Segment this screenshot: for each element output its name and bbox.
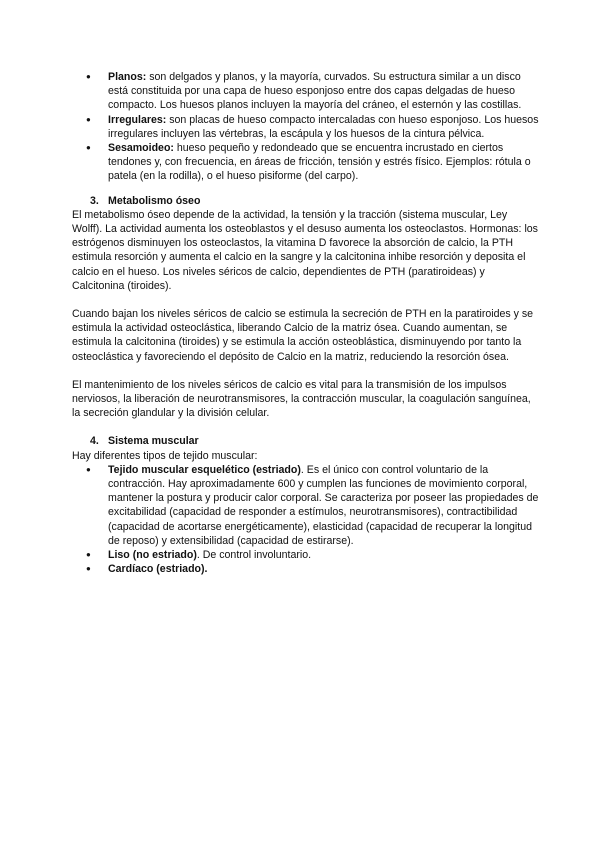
term-planos: Planos: <box>108 71 147 83</box>
paragraph: El metabolismo óseo depende de la actividad, la tensión y la tracción (sistema muscular, Ley Wolff). La actividad aumenta los osteoblastos y el desuso aumenta los osteoclastos. Hormonas: los estrógenos disminuyen los osteoclastos, la vitamina D favorece la absorción de calcio, la PTH estimula resorción y aumenta el calcio en la sangre y la calcitonina inhibe resorción y deposita el calcio en el hueso. Los niveles séricos de calcio, dependientes de PTH (paratiroideas) y Calcitonina (tiroides). <box>72 208 538 292</box>
section-heading-muscular <box>90 434 540 448</box>
desc-esqueletico: . Es el único con control voluntario de la contracción. Hay aproximadamente 600 y cumplen las funciones de movimiento corporal, mantener la postura y producir calor corporal. Se caracteriza por poseer las propiedades de excitabilidad (capacidad de responder a estímulos, neurotransmisores), contractibilidad (capacidad de acortarse energéticamente), elasticidad (capacidad de recuperar la longitud de reposo) y extensibilidad (capacidad de estirarse). <box>108 463 539 547</box>
desc-liso: . De control involuntario. <box>196 549 312 562</box>
list-item-liso <box>108 548 540 562</box>
section-number: 4. <box>90 435 99 448</box>
section-title: Metabolismo óseo <box>108 194 201 207</box>
desc-planos: son delgados y planos, y la mayoría, curvados. Su estructura similar a un disco está constituida por una capa de hueso esponjoso entre dos capas delgadas de hueso compacto. Los huesos planos incluyen la mayoría del cráneo, el esternón y las costillas. <box>108 71 522 112</box>
term-irregulares: Irregulares: <box>108 113 167 126</box>
desc-sesamoideo: hueso pequeño y redondeado que se encuentra incrustado en ciertos tendones y, con frecuencia, en áreas de fricción, tensión y estrés físico. Ejemplos: rótula o patela (en la rodilla), o el hueso pisiforme (del carpo). <box>108 142 531 183</box>
list-item-sesamoideo <box>108 141 540 184</box>
list-item-esqueletico <box>108 463 540 548</box>
term-sesamoideo: Sesamoideo: <box>108 142 174 155</box>
section-intro: Hay diferentes tipos de tejido muscular: <box>72 449 258 462</box>
list-item-irregulares <box>108 113 540 141</box>
desc-irregulares: son placas de hueso compacto intercaladas con hueso esponjoso. Los huesos irregulares incluyen las vértebras, la escápula y los huesos de la cintura pélvica. <box>108 113 539 140</box>
muscle-types-list <box>72 463 540 577</box>
section-title: Sistema muscular <box>108 435 199 448</box>
section-heading-metabolismo <box>90 194 540 208</box>
list-item-planos <box>108 70 540 113</box>
term-cardiaco: Cardíaco (estriado). <box>108 563 208 576</box>
term-esqueletico: Tejido muscular esquelético (estriado) <box>108 463 301 476</box>
paragraph: Cuando bajan los niveles séricos de calcio se estimula la secreción de PTH en la paratiroides y se estimula la actividad osteoclástica, liberando Calcio de la matriz ósea. Cuando aumentan, se estimula la calcitonina (tiroides) y se estimula la acción osteoblástica, disminuyendo por tanto la osteoclástica y favoreciendo el depósito de Calcio en la matriz, reduciendo la resorción ósea. <box>72 308 534 363</box>
section-number: 3. <box>90 194 99 207</box>
list-item-cardiaco <box>108 562 540 576</box>
term-liso: Liso (no estriado) <box>108 549 197 562</box>
bone-types-list <box>72 70 540 184</box>
paragraph: El mantenimiento de los niveles séricos de calcio es vital para la transmisión de los impulsos nerviosos, la liberación de neurotransmisores, la contracción muscular, la coagulación sanguínea, la secreción glandular y la división celular. <box>72 378 531 420</box>
